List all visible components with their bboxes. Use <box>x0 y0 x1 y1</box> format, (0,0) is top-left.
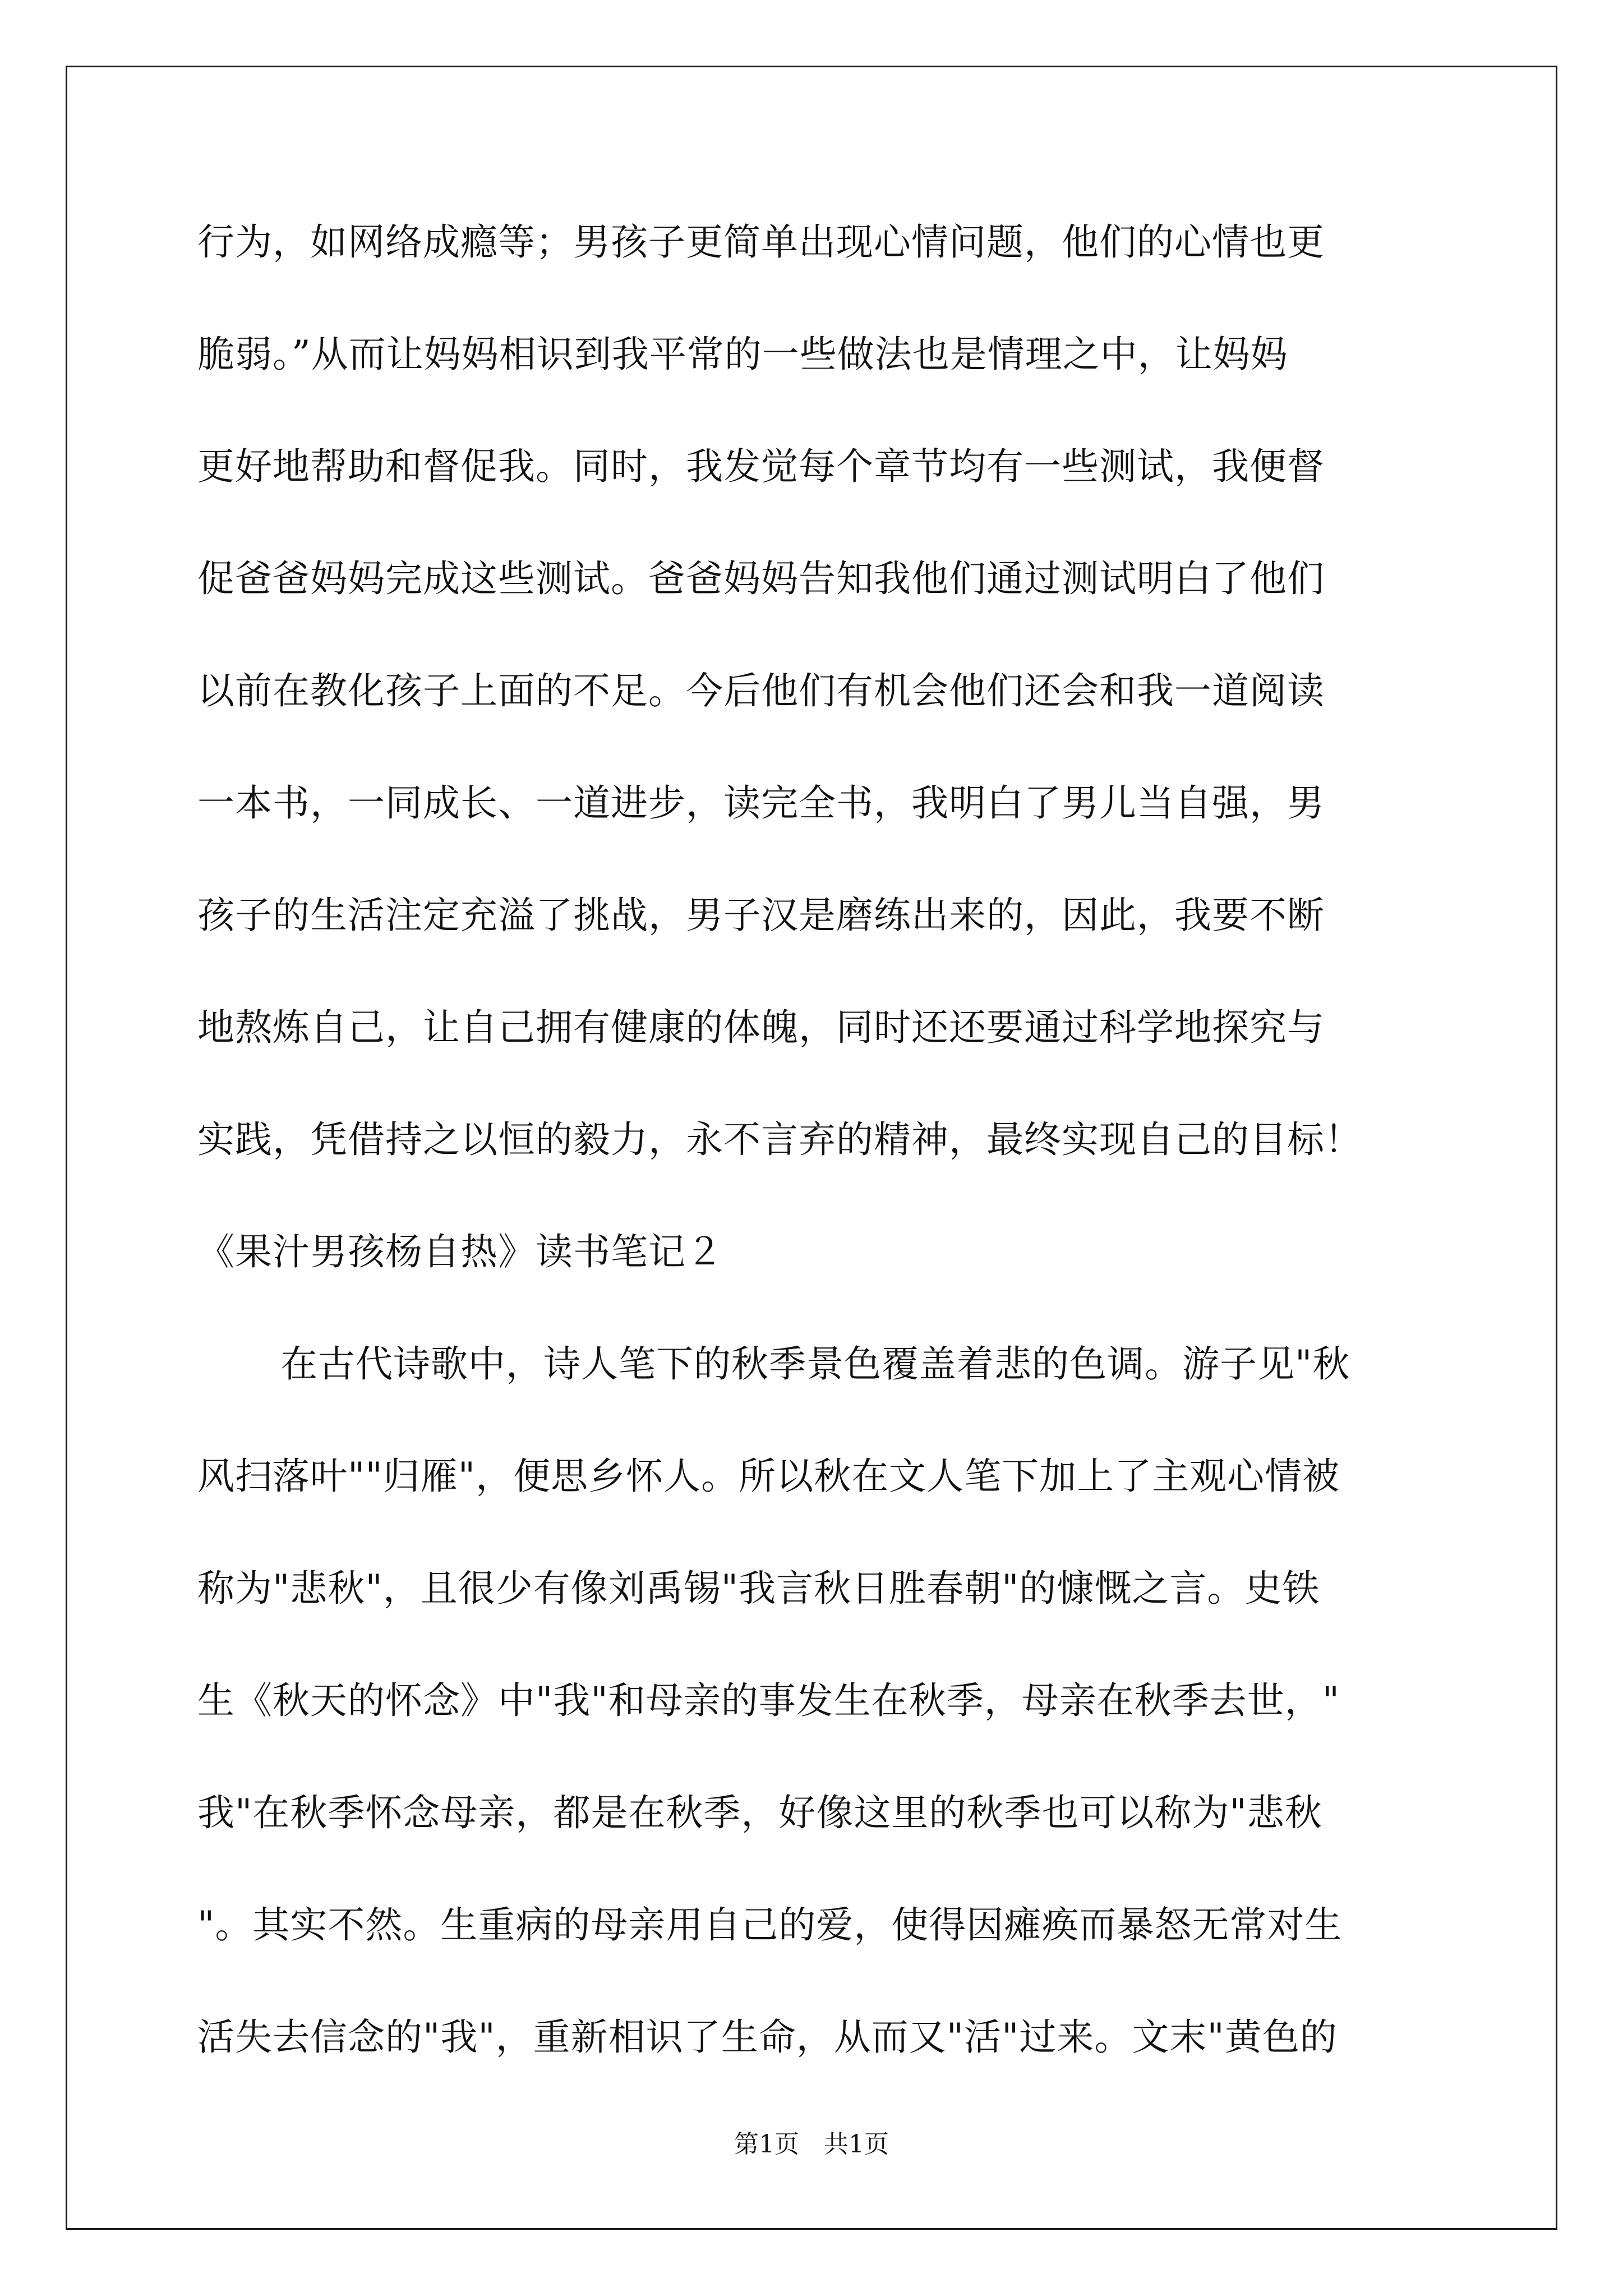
paragraph-line: 以前在教化孩子上面的不足。今后他们有机会他们还会和我一道阅读 <box>197 669 1325 712</box>
section-title: 《果汁男孩杨自热》读书笔记２ <box>197 1230 723 1273</box>
paragraph-line: 促爸爸妈妈完成这些测试。爸爸妈妈告知我他们通过测试明白了他们 <box>197 557 1325 600</box>
paragraph-line: 生《秋天的怀念》中"我"和母亲的事发生在秋季，母亲在秋季去世，" <box>197 1679 1340 1722</box>
paragraph-line: 一本书，一同成长、一道进步，读完全书，我明白了男儿当自强，男 <box>197 781 1325 825</box>
paragraph-line: 活失去信念的"我"，重新相识了生命，从而又"活"过来。文末"黄色的 <box>197 2016 1338 2059</box>
paragraph-line: 更好地帮助和督促我。同时，我发觉每个章节均有一些测试，我便督 <box>197 445 1325 488</box>
paragraph-line: 称为"悲秋"，且很少有像刘禹锡"我言秋日胜春朝"的慷慨之言。史铁 <box>197 1567 1320 1610</box>
paragraph-line: 实践，凭借持之以恒的毅力，永不言弃的精神，最终实现自己的目标！ <box>197 1118 1362 1161</box>
paragraph-line: "。其实不然。生重病的母亲用自己的爱，使得因瘫痪而暴怒无常对生 <box>197 1903 1343 1947</box>
paragraph-line: 风扫落叶""归雁"，便思乡怀人。所以秋在文人笔下加上了主观心情被 <box>197 1455 1340 1498</box>
paragraph-line: 地熬炼自己，让自己拥有健康的体魄，同时还还要通过科学地探究与 <box>197 1006 1325 1049</box>
paragraph-line: 我"在秋季怀念母亲，都是在秋季，好像这里的秋季也可以称为"悲秋 <box>197 1791 1322 1834</box>
paragraph-line: 脆弱。”从而让妈妈相识到我平常的一些做法也是情理之中，让妈妈 <box>197 333 1288 376</box>
paragraph-line: 行为，如网络成瘾等；男孩子更简单出现心情问题，他们的心情也更 <box>197 220 1325 264</box>
paragraph-line: 在古代诗歌中，诗人笔下的秋季景色覆盖着悲的色调。游子见"秋 <box>280 1342 1350 1386</box>
paragraph-line: 孩子的生活注定充溢了挑战，男子汉是磨练出来的，因此，我要不断 <box>197 894 1325 937</box>
page-footer: 第1页 共1页 <box>734 2130 889 2159</box>
